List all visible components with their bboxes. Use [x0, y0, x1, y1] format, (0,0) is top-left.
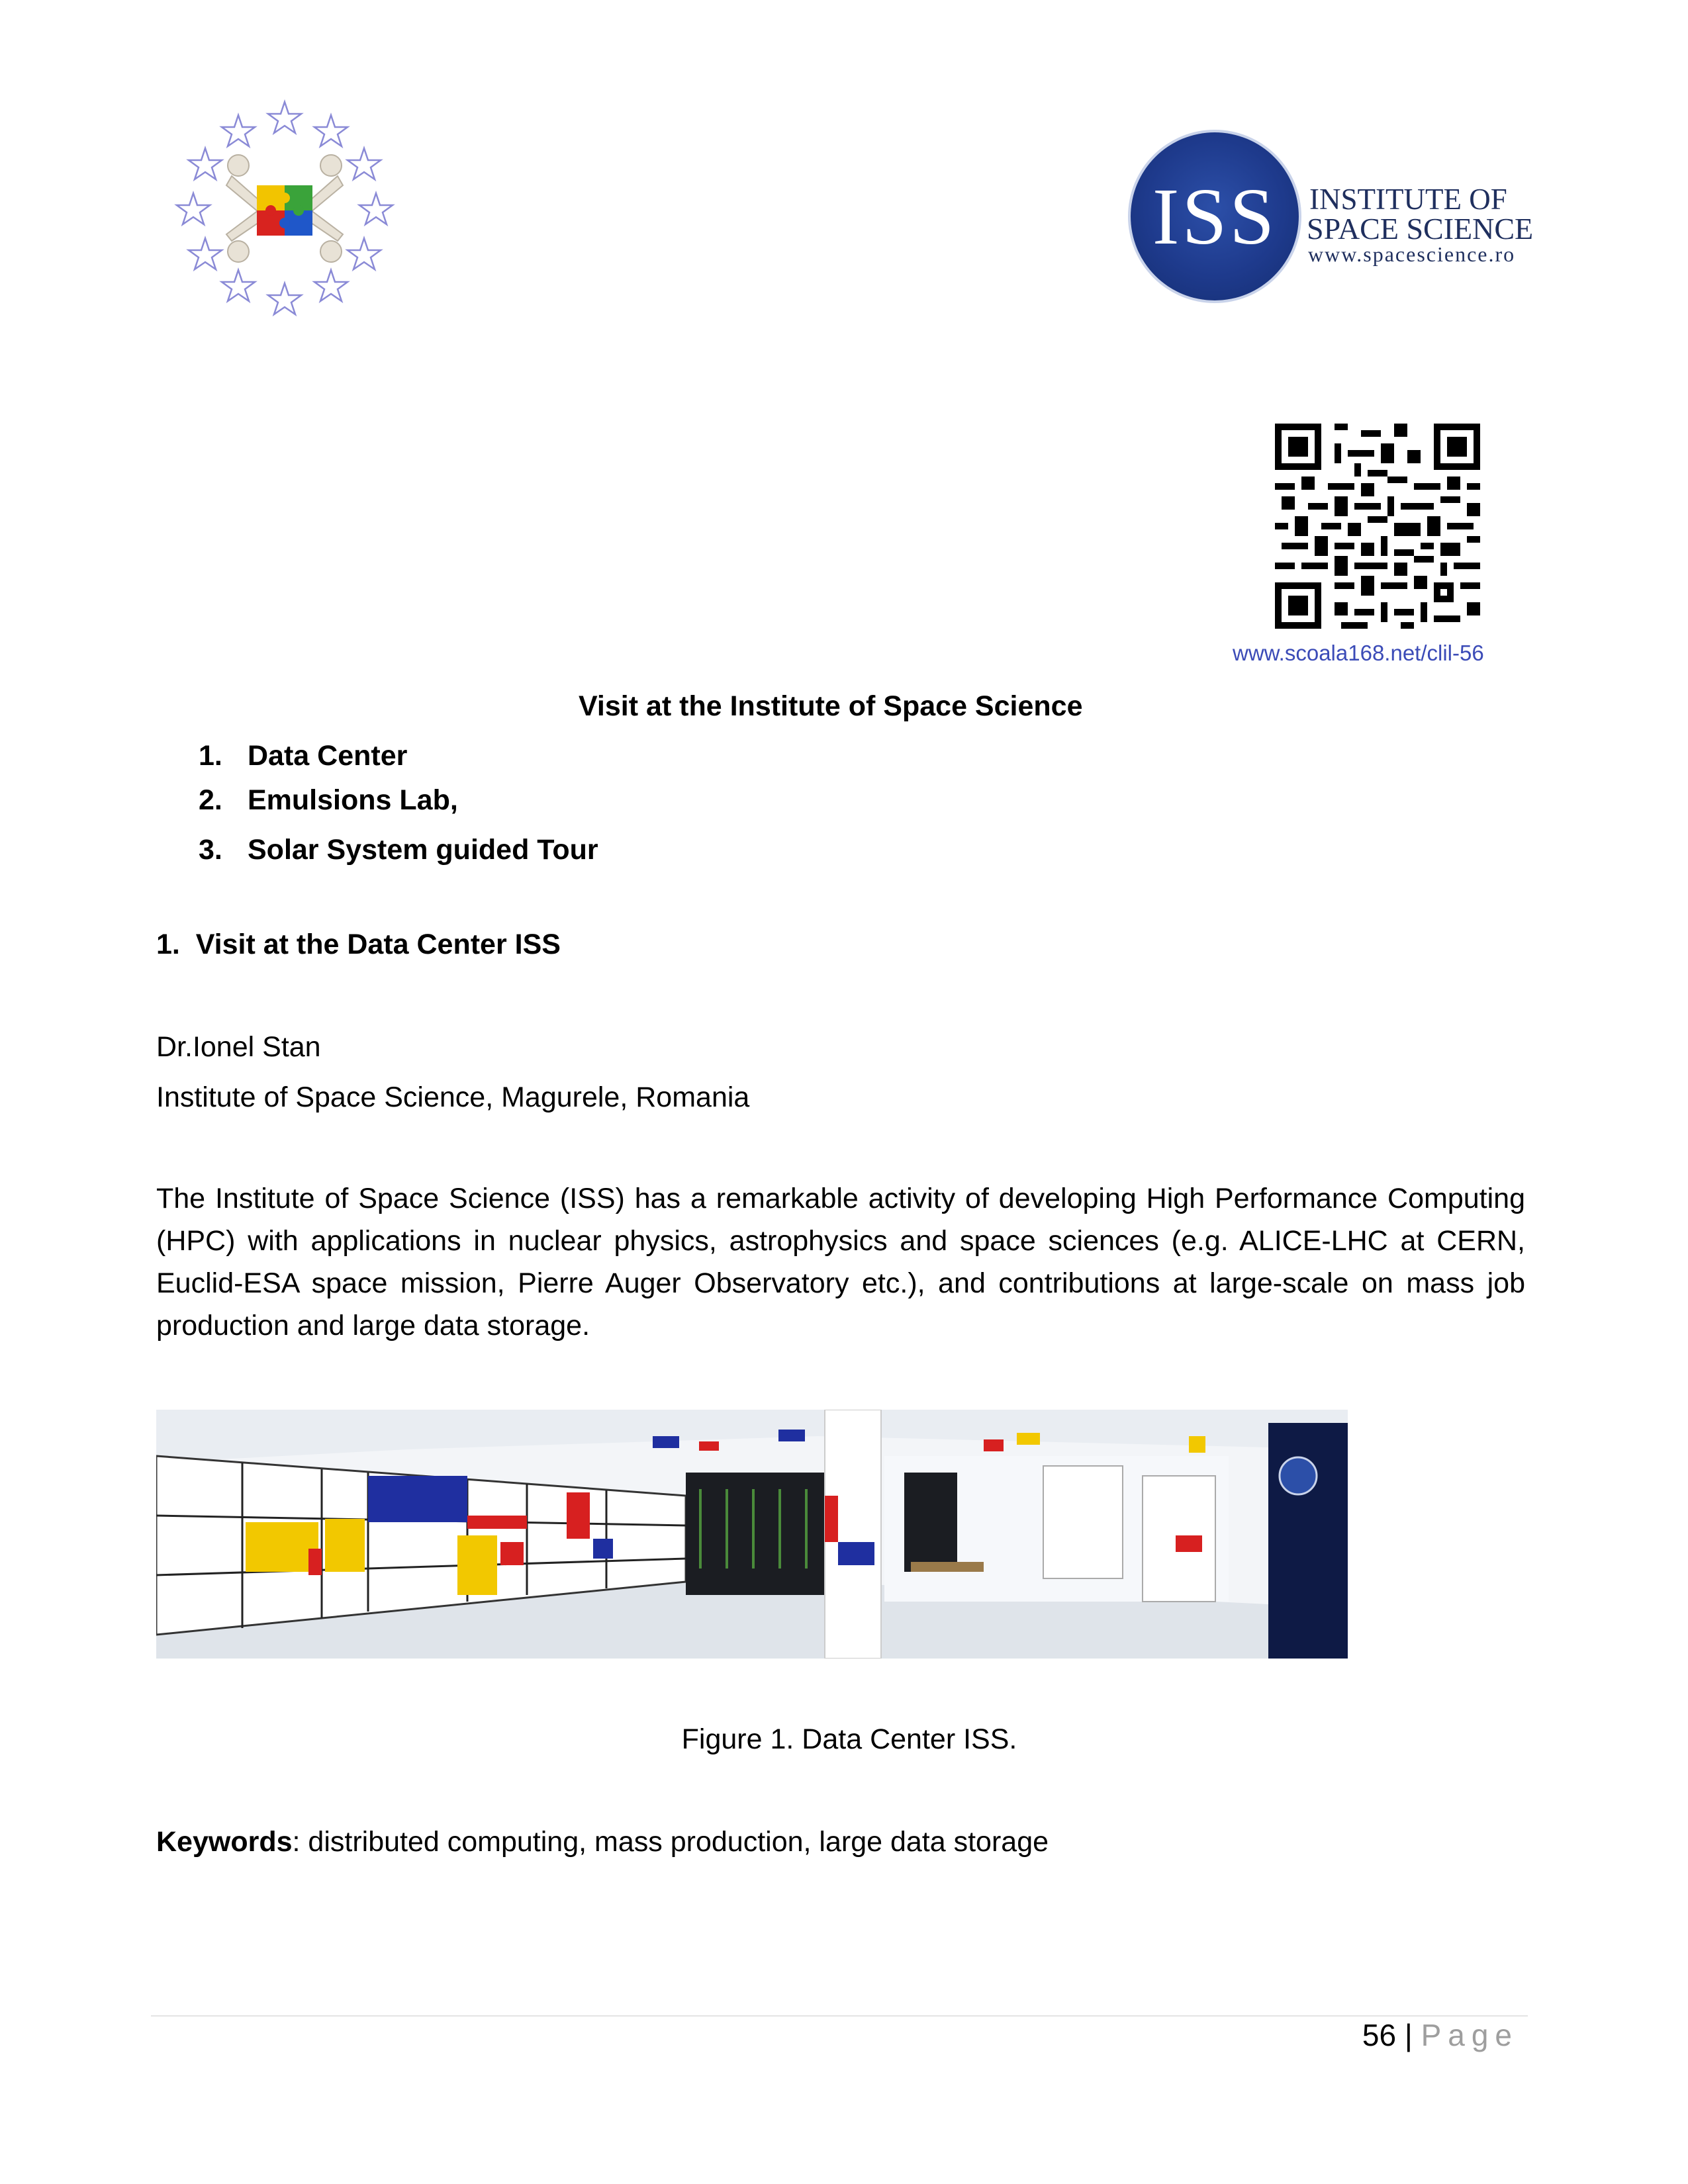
page-number-value: 56: [1362, 2018, 1397, 2052]
iss-logo-line2: SPACE SCIENCE: [1307, 212, 1534, 246]
author-affiliation: Institute of Space Science, Magurele, Romania: [156, 1081, 750, 1113]
figure-caption: Figure 1. Data Center ISS.: [681, 1723, 1017, 1755]
qr-link[interactable]: www.scoala168.net/clil-56: [1233, 641, 1484, 665]
page-word: Page: [1421, 2018, 1519, 2052]
iss-logo-letters: ISS: [1152, 172, 1278, 261]
qr-code[interactable]: [1275, 424, 1480, 629]
footer-divider: [151, 2015, 1528, 2017]
list-item: [199, 735, 407, 777]
body-paragraph: The Institute of Space Science (ISS) has a remarkable activity of developing High Performance Computing (HPC) with applications in nuclear physics, astrophysics and space sciences (e.g. ALICE-LHC at CERN, Euclid-ESA space mission, Pierre Auger Observatory etc.), and contributions at large-scale on mass job production and large data storage.: [156, 1183, 1525, 1342]
document-title: Visit at the Institute of Space Science: [579, 690, 1083, 722]
iss-logo-line1: INSTITUTE OF: [1309, 183, 1507, 216]
data-center-photo: [156, 1410, 1348, 1659]
list-item: [199, 779, 458, 821]
list-item: [199, 829, 598, 871]
project-logo: [165, 93, 404, 331]
list-number: 2.: [199, 784, 222, 816]
list-label: Emulsions Lab,: [248, 784, 458, 816]
keywords-line: [156, 1821, 1049, 1863]
page-number: [1362, 2015, 1519, 2055]
keywords-label: Keywords: [156, 1826, 293, 1858]
list-label: Data Center: [248, 740, 408, 772]
list-number: 1.: [199, 740, 222, 772]
section-heading: 1. Visit at the Data Center ISS: [156, 929, 561, 960]
author-name: Dr.Ionel Stan: [156, 1031, 321, 1063]
iss-logo-emblem: [1131, 132, 1299, 300]
data-center-photo-illustration: [156, 1410, 1348, 1659]
list-number: 3.: [199, 834, 222, 866]
iss-logo-url: www.spacescience.ro: [1308, 242, 1516, 266]
keywords-text: : distributed computing, mass production, large data storage: [292, 1826, 1049, 1858]
star-ring-icon: [165, 93, 404, 331]
page-number-separator: |: [1396, 2018, 1421, 2052]
list-label: Solar System guided Tour: [248, 834, 598, 866]
qr-code-icon: [1275, 424, 1480, 629]
